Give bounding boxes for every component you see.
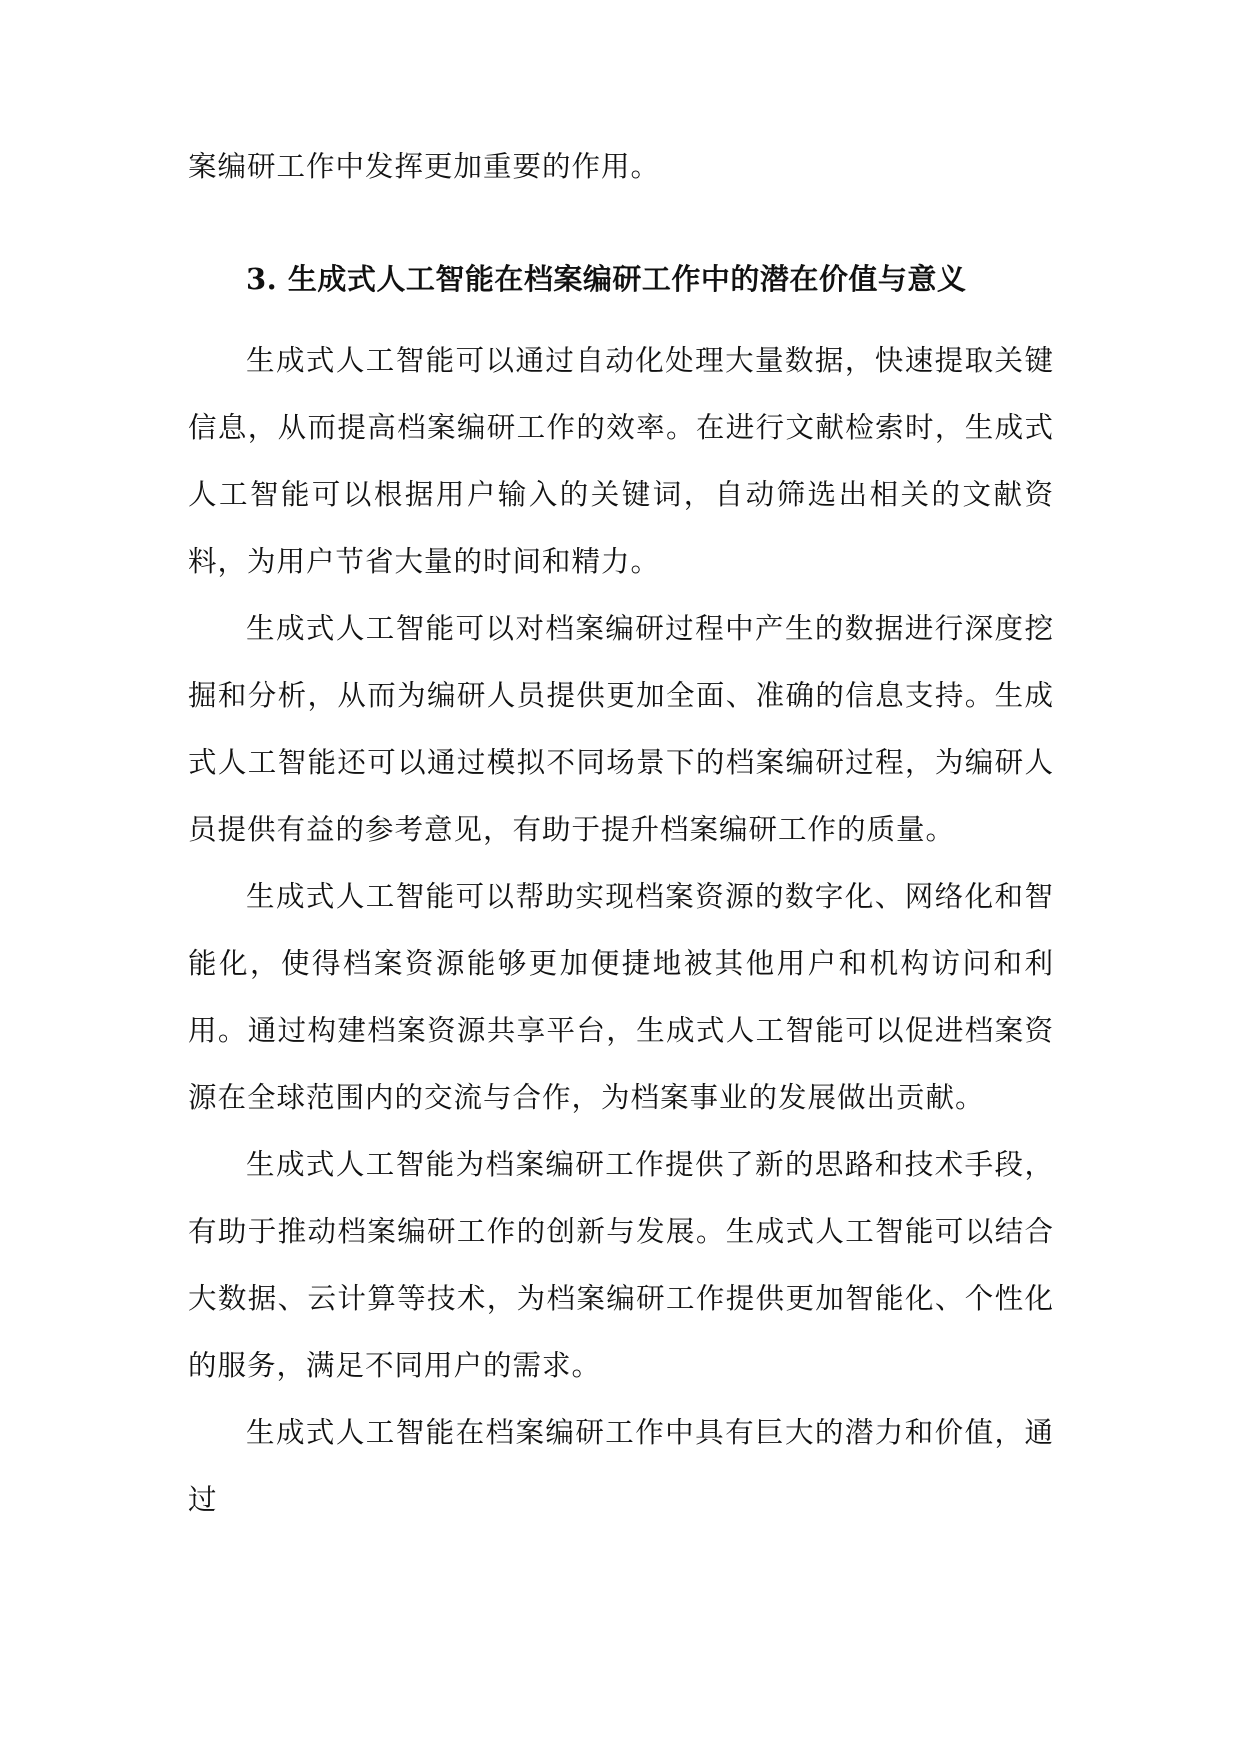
section-heading: 3. 生成式人工智能在档案编研工作中的潜在价值与意义 bbox=[246, 262, 967, 296]
continuation-text: 案编研工作中发挥更加重要的作用。 bbox=[188, 150, 661, 183]
paragraph-1: 生成式人工智能可以通过自动化处理大量数据，快速提取关键信息，从而提高档案编研工作的效率。在进行文献检索时，生成式人工智能可以根据用户输入的关键词，自动筛选出相关的文献资料，为用户节省大量的时间和精力。 bbox=[188, 344, 1054, 578]
paragraph-3: 生成式人工智能可以帮助实现档案资源的数字化、网络化和智能化，使得档案资源能够更加便捷地被其他用户和机构访问和利用。通过构建档案资源共享平台，生成式人工智能可以促进档案资源在全球范围内的交流与合作，为档案事业的发展做出贡献。 bbox=[188, 880, 1054, 1114]
paragraph-5: 生成式人工智能在档案编研工作中具有巨大的潜力和价值，通过 bbox=[188, 1416, 1054, 1516]
paragraph-4: 生成式人工智能为档案编研工作提供了新的思路和技术手段，有助于推动档案编研工作的创新与发展。生成式人工智能可以结合大数据、云计算等技术，为档案编研工作提供更加智能化、个性化的服务，满足不同用户的需求。 bbox=[188, 1148, 1054, 1382]
paragraph-2: 生成式人工智能可以对档案编研过程中产生的数据进行深度挖掘和分析，从而为编研人员提供更加全面、准确的信息支持。生成式人工智能还可以通过模拟不同场景下的档案编研过程，为编研人员提供有益的参考意见，有助于提升档案编研工作的质量。 bbox=[188, 612, 1054, 846]
